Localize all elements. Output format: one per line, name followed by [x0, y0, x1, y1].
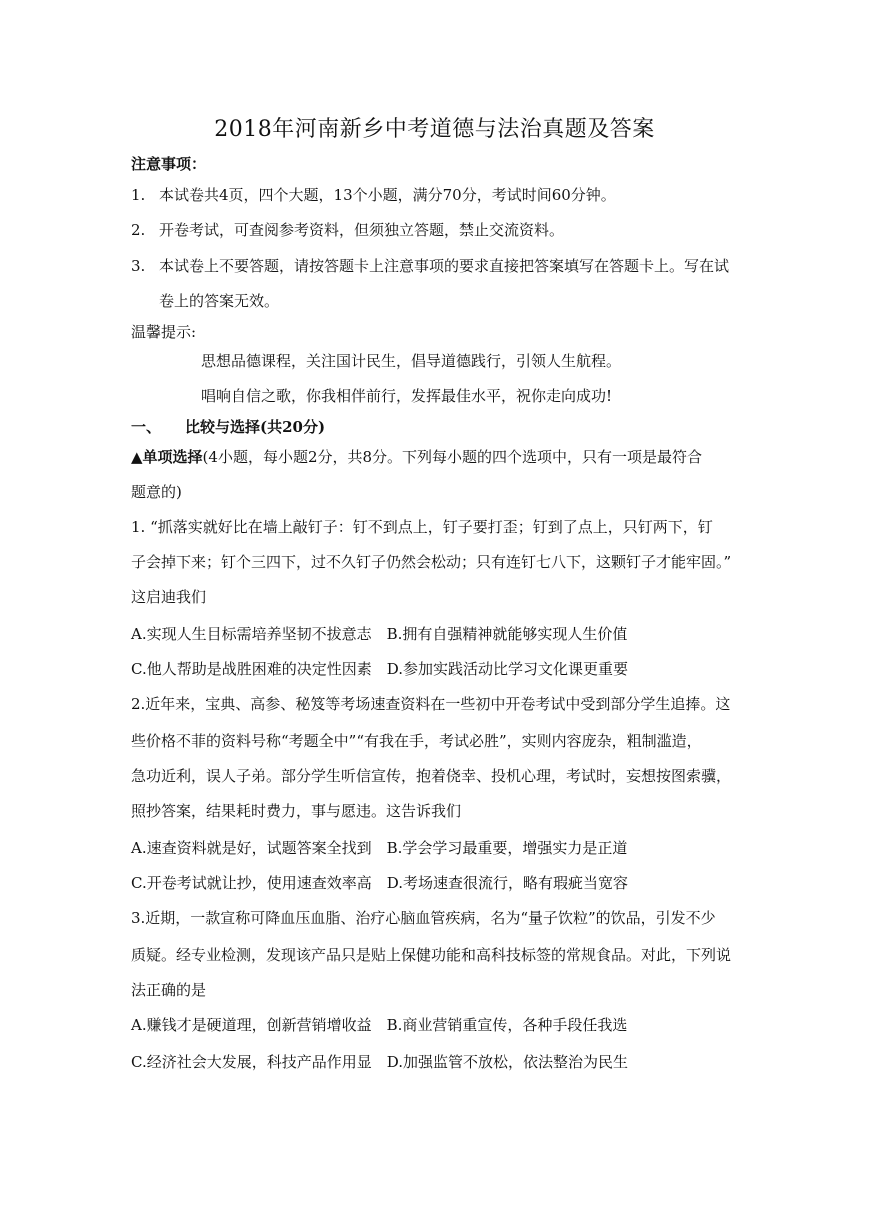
single-choice-label: ▲单项选择 [131, 448, 203, 466]
notice-item-2 [131, 219, 741, 241]
question-3-line: 质疑。经专业检测，发现该产品只是贴上保健功能和高科技标签的常规食品。对此，下列说 [131, 946, 732, 964]
question-2-line: 些价格不菲的资料号称“考题全中”“有我在手，考试必胜”，实则内容庞杂，粗制滥造， [131, 732, 702, 750]
question-2-options: C.开卷考试就让抄，使用速查效率高 D.考场速查很流行，略有瑕疵当宽容 [131, 874, 628, 892]
notice-item-1 [131, 184, 741, 206]
tips-heading: 温馨提示: [131, 323, 197, 341]
notice-item-text: 开卷考试，可查阅参考资料，但须独立答题，禁止交流资料。 [159, 221, 565, 239]
question-1-options: C.他人帮助是战胜困难的决定性因素 D.参加实践活动比学习文化课更重要 [131, 660, 628, 678]
tips-line-1: 思想品德课程，关注国计民生，倡导道德践行，引领人生航程。 [201, 352, 622, 370]
question-2-options: A.速查资料就是好，试题答案全找到 B.学会学习最重要，增强实力是正道 [131, 839, 628, 857]
question-3-line: 3.近期，一款宣称可降血压血脂、治疗心脑血管疾病，名为“量子饮粒”的饮品，引发不少 [131, 909, 716, 927]
single-choice-desc-cont: 题意的) [131, 483, 182, 501]
question-3-line: 法正确的是 [131, 981, 207, 999]
question-3-options: A.赚钱才是硬道理，创新营销增收益 B.商业营销重宣传，各种手段任我选 [131, 1016, 628, 1034]
question-2-line: 2.近年来，宝典、高参、秘笈等考场速查资料在一些初中开卷考试中受到部分学生追捧。这 [131, 695, 731, 713]
notice-item-text: 本试卷共4页，四个大题，13个小题，满分70分，考试时间60分钟。 [159, 186, 616, 204]
document-title: 2018年河南新乡中考道德与法治真题及答案 [214, 117, 655, 142]
notice-item-number: 3. [131, 257, 146, 275]
notice-item-number: 1. [131, 186, 146, 204]
question-2-line: 急功近利，误人子弟。部分学生听信宣传，抱着侥幸、投机心理，考试时，妄想按图索骥， [131, 767, 732, 785]
question-1-line: 这启迪我们 [131, 588, 207, 606]
question-3-options: C.经济社会大发展，科技产品作用显 D.加强监管不放松，依法整治为民生 [131, 1053, 628, 1071]
section-heading [131, 416, 741, 438]
section-title: 比较与选择(共20分) [185, 418, 326, 436]
question-1-line: 1. “抓落实就好比在墙上敲钉子：钉不到点上，钉子要打歪；钉到了点上，只钉两下，钉 [131, 518, 713, 536]
notice-item-3 [131, 255, 741, 277]
tips-line-2: 唱响自信之歌，你我相伴前行，发挥最佳水平，祝你走向成功! [201, 387, 613, 405]
question-1-options: A.实现人生目标需培养坚韧不拔意志 B.拥有自强精神就能够实现人生价值 [131, 625, 628, 643]
question-1-line: 子会掉下来；钉个三四下，过不久钉子仍然会松动；只有连钉七八下，这颗钉子才能牢固。” [131, 553, 732, 571]
question-2-line: 照抄答案，结果耗时费力，事与愿违。这告诉我们 [131, 802, 462, 820]
notice-item-text: 本试卷上不要答题，请按答题卡上注意事项的要求直接把答案填写在答题卡上。写在试 [159, 257, 730, 275]
notice-heading: 注意事项： [131, 155, 207, 173]
single-choice-intro [131, 446, 741, 468]
single-choice-desc: (4小题，每小题2分，共8分。下列每小题的四个选项中，只有一项是最符合 [202, 448, 703, 466]
notice-item-number: 2. [131, 221, 146, 239]
section-number: 一、 [131, 418, 162, 436]
notice-item-3-continuation: 卷上的答案无效。 [159, 292, 280, 310]
